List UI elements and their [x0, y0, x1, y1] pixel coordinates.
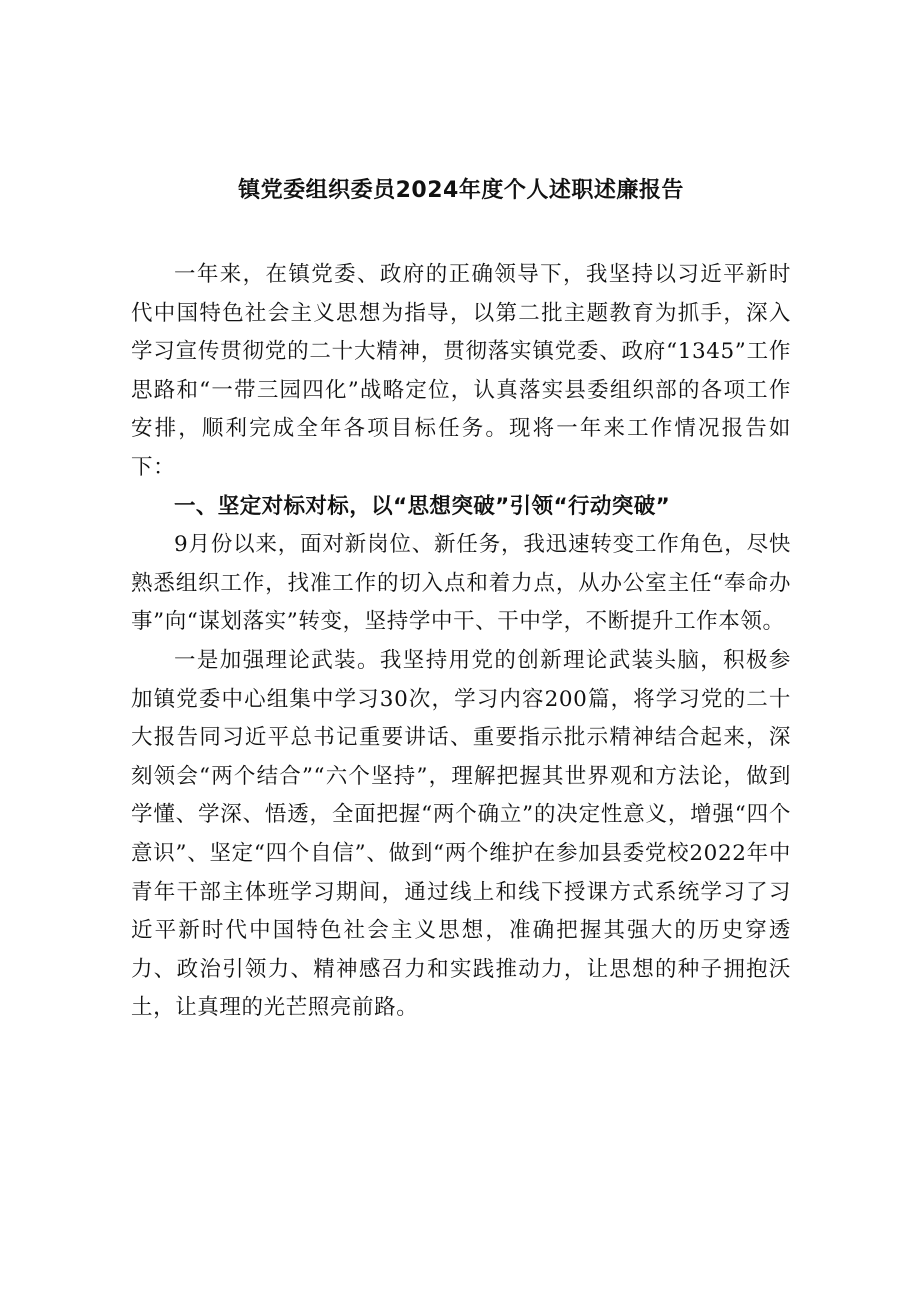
section-1-heading: 一、坚定对标对标，以“思想突破”引领“行动突破”: [174, 493, 671, 519]
document-body: [131, 156, 791, 1028]
intro-paragraph: 一年来，在镇党委、政府的正确领导下，我坚持以习近平新时代中国特色社会主义思想为指导，以第二批主题教育为抓手，深入学习宣传贯彻党的二十大精神，贯彻落实镇党委、政府“1345”工作思路和“一带三园四化”战略定位，认真落实县委组织部的各项工作安排，顺利完成全年各项目标任务。现将一年来工作情况报告如下：: [131, 262, 791, 480]
section-1-paragraph-2: 一是加强理论武装。我坚持用党的创新理论武装头脑，积极参加镇党委中心组集中学习30次，学习内容200篇，将学习党的二十大报告同习近平总书记重要讲话、重要指示批示精神结合起来，深刻领会“两个结合”“六个坚持”，理解把握其世界观和方法论，做到学懂、学深、悟透，全面把握“两个确立”的决定性意义，增强“四个意识”、坚定“四个自信”、做到“两个维护在参加县委党校2022年中青年干部主体班学习期间，通过线上和线下授课方式系统学习了习近平新时代中国特色社会主义思想，准确把握其强大的历史穿透力、政治引领力、精神感召力和实践推动力，让思想的种子拥抱沃土，让真理的光芒照亮前路。: [131, 647, 791, 1021]
document-title: 镇党委组织委员2024年度个人述职述廉报告: [238, 178, 684, 203]
title-spacer: [131, 226, 791, 256]
section-1-paragraph-1: 9月份以来，面对新岗位、新任务，我迅速转变工作角色，尽快熟悉组织工作，找准工作的切入点和着力点，从办公室主任“奉命办事”向“谋划落实”转变，坚持学中干、干中学，不断提升工作本领。: [131, 532, 791, 635]
